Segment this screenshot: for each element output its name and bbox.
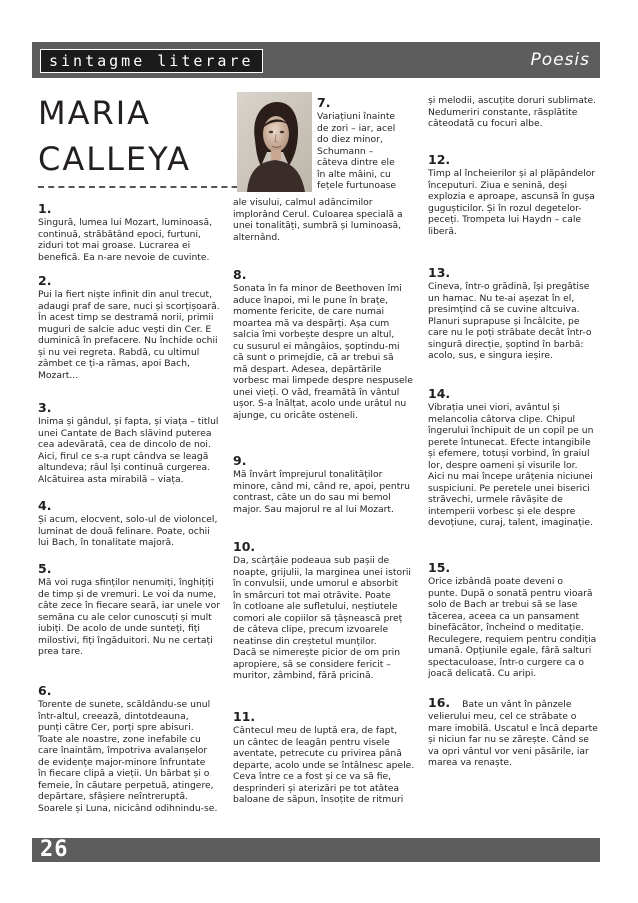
entry-number: 5. [38,561,52,576]
entry-number: 4. [38,498,52,513]
entry-7 [317,95,396,192]
entry-6 [38,683,217,814]
entry-11-continued [428,95,596,130]
entry-number: 7. [317,95,331,110]
entry-text: Orice izbândă poate deveni o punte. După o sonată pentru vioară solo de Bach ar trebui să se lase tăcerea, aceea ca un pansament binefăcător, încheind o meditație. Reculegere, requiem pentru condiția umană. Opțiunile egale, fără salturi spectaculoase, într-o curgere ca o joacă delicată. Cu aripi. [428,576,597,679]
entry-number: 10. [233,539,256,554]
entry-text: Da, scârțâie podeaua sub pașii de noapte, grijulii, la marginea unei istorii în convulsii, unde umorul e absorbit în smârcuri tot mai otrăvite. Poate în cotloane ale sufletului, neștiutele comori ale copiilor să țâșnească preț de câteva clipe, precum izvoarele neatinse din creștetul munților. Dacă se nimerește picior de om prin apropiere, să se considere fericit – muritor, zâmbind, fără pricină. [233,555,411,681]
entry-text: Sonata în fa minor de Beethoven îmi aduce înapoi, mi le pune în brațe, momente fericite, de care numai moartea mă va despărți. Așa cum salcia îmi vorbește despre un altul, cu susurul ei mângâios, șoptindu-mi că sunt o primejdie, că ar trebui să mă despart. Adesea, depărtările vorbesc mai limpede despre nespusele unei vieți. O văd, freamătă în vântul ușor. S-a înălțat, acolo unde urâtul nu ajunge, cu oricâte osteneli. [233,283,413,421]
title-divider [38,186,258,188]
entry-text: Cineva, într-o grădină, își pregătise un hamac. Nu te-ai așezat în el, presimțind că se cuvine altcuiva. Planuri suprapuse și încâlcite, pe care nu le poți străbate decât într-o singură direcție, șoptind în barbă: acolo, sus, e singura ieșire. [428,281,592,361]
section-tag: sintagme literare [40,49,263,73]
rubric-label: Poesis [530,50,590,70]
entry-number: 1. [38,201,52,216]
entry-text: Timp al încheierilor și al plăpândelor începuturi. Ziua e senină, deși explozia e aproape, ascunsă în gușa gugușticilor. Și în rozul degetelor- peceți. Trompeta lui Haydn – cale liberă. [428,168,596,237]
author-last-name: CALLEYA [38,140,192,178]
entry-number: 8. [233,267,247,282]
entry-text: Bate un vânt în pânzele velierului meu, cel ce străbate o mare imobilă. Uscatul e încă departe și niciun far nu se zărește. Când se va opri vântul vor veni păsările, iar marea va renaște. [428,699,598,768]
entry-text: Torente de sunete, scăldându-se unul într-altul, creează, dintotdeauna, punți către Cer, porți spre abisuri. Toate ale noastre, zone inefabile cu care înaintăm, împotriva avalanșelor de evidențe major-minore înfruntate în fiecare clipă a vieții. Un bărbat și o femeie, în căutare perpetuă, atingere, depărtare, sfâșiere neîntreruptă. Soarele și Luna, nicicând odihnindu-se. [38,699,218,814]
entry-text: Variațiuni înainte de zori – iar, acel do diez minor, Schumann – câteva dintre ele în alte mâini, cu fețele furtunoase [317,111,397,191]
entry-text: Singură, lumea lui Mozart, luminoasă, continuă, străbătând epoci, furtuni, ziduri tot mai groase. Lucrarea ei benefică. Ea n-are nevoie de cuvinte. [38,217,212,263]
entry-text: și melodii, ascuțite doruri sublimate. Nedumeriri constante, răsplătite câteodată cu focuri albe. [428,95,597,129]
entry-number: 14. [428,386,451,401]
entry-2 [38,273,220,381]
entry-15 [428,560,596,680]
entry-number: 11. [233,709,256,724]
entry-3 [38,400,218,485]
entry-number: 12. [428,152,451,167]
entry-text: Pui la fiert niște infinit din anul trecut, adaugi praf de sare, nuci și scorțișoară. În acest timp se destramă norii, primii muguri de salcie aduc vești din Cer. E duminică în prefacere. Nu închide ochii și nu vei regreta. Rabdă, cu ultimul zâmbet ce ți-a rămas, apoi Bach, Mozart... [38,289,220,381]
entry-12 [428,152,595,237]
entry-number: 6. [38,683,52,698]
entry-number: 9. [233,453,247,468]
entry-text: Inima și gândul, și fapta, și viața – titlul unei Cantate de Bach slăvind puterea cea adevărată, cea de dincolo de noi. Aici, firul ce s-a rupt cândva se leagă altundeva; râul își continuă curgerea. Alcătuirea asta mirabilă – viața. [38,416,219,485]
entry-number: 13. [428,265,451,280]
entry-16 [428,695,598,769]
entry-7-continued [233,197,403,243]
page-number: 26 [40,837,69,862]
author-first-name: MARIA [38,94,152,132]
entry-number: 15. [428,560,451,575]
entry-14 [428,386,593,529]
entry-8 [233,267,413,421]
entry-1 [38,201,212,263]
entry-text: Vibrația unei viori, avântul și melancolia câtorva clipe. Chipul îngerului închipuit de un copil pe un perete întunecat. Efecte intangibile și efemere, totuși vorbind, în graiul lor, despre oameni și visurile lor. Aici nu mai începe urâțenia niciunei suspiciuni. Pe peretele unei biserici străvechi, urmele răvășite de intemperii vorbesc și ele despre devoțiune, curaj, talent, imaginație. [428,402,594,528]
entry-4 [38,498,217,549]
author-title [38,90,191,182]
entry-text: ale visului, calmul adâncimilor implorând Cerul. Culoarea specială a unei tonalități, sumbră și luminoasă, alternând. [233,197,403,243]
entry-text: Și acum, elocvent, solo-ul de violoncel, luminat de două felinare. Poate, ochii lui Bach, în tonalitate majoră. [38,514,218,548]
entry-number: 2. [38,273,52,288]
footer-bar [32,838,600,862]
entry-10 [233,539,411,682]
entry-13 [428,265,591,362]
entry-number: 3. [38,400,52,415]
entry-text: Cântecul meu de luptă era, de fapt, un cântec de leagăn pentru visele aventate, petrecute cu privirea până departe, acolo unde se întâlnesc apele. Ceva între ce a fost și ce va să fie, desprinderi și aterizări pe tot atâtea baloane de săpun, însoțite de ritmuri [233,725,415,805]
header-bar [32,42,600,78]
entry-9 [233,453,410,515]
entry-text: Mă voi ruga sfinților nenumiți, înghițiți de timp și de vremuri. Le voi da nume, câte zece în fiecare seară, iar unele vor semăna cu ale celor cunoscuți și mult iubiți. De acolo de unde sunteți, fiți milostivi, fiți îngăduitori. Nu ne certați prea tare. [38,577,220,657]
entry-11 [233,709,414,806]
entry-5 [38,561,220,658]
entry-text: Mă învârt împrejurul tonalităților minore, când mi, când re, apoi, pentru contrast, câte un do sau mi bemol major. Sau majorul re al lui Mozart. [233,469,410,515]
author-portrait [237,92,312,192]
entry-number: 16. [428,695,451,710]
